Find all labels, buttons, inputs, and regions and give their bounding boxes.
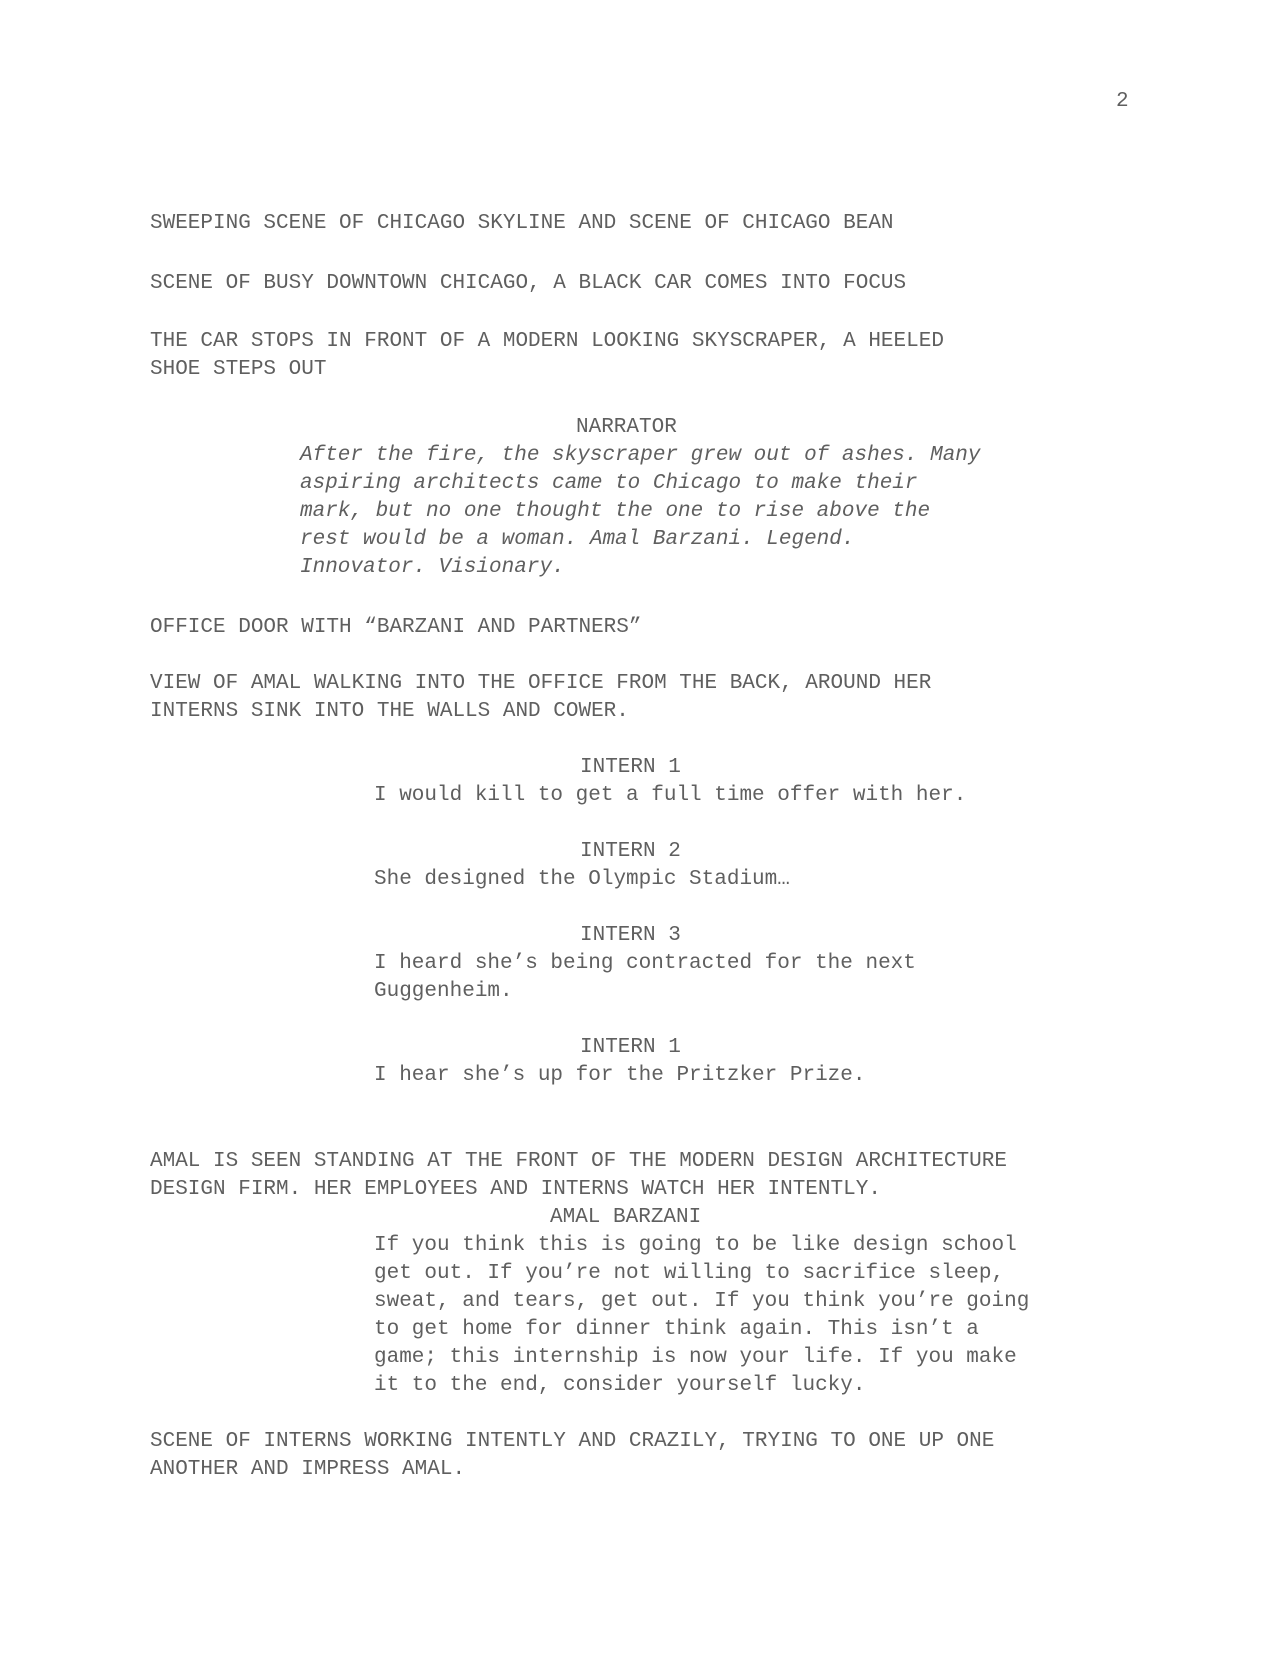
dialogue-line: I hear she’s up for the Pritzker Prize. bbox=[374, 1064, 866, 1087]
action-line: DESIGN FIRM. HER EMPLOYEES AND INTERNS WATCH HER INTENTLY. bbox=[150, 1178, 881, 1201]
character-name: NARRATOR bbox=[576, 416, 677, 439]
voiceover-line: Innovator. Visionary. bbox=[300, 556, 565, 579]
action-line: SWEEPING SCENE OF CHICAGO SKYLINE AND SCENE OF CHICAGO BEAN bbox=[150, 212, 894, 235]
dialogue-line: game; this internship is now your life. If you make bbox=[374, 1346, 1017, 1369]
action-line: AMAL IS SEEN STANDING AT THE FRONT OF THE MODERN DESIGN ARCHITECTURE bbox=[150, 1150, 1007, 1173]
dialogue-line: Guggenheim. bbox=[374, 980, 513, 1003]
action-line: SHOE STEPS OUT bbox=[150, 358, 327, 381]
dialogue-line: She designed the Olympic Stadium… bbox=[374, 868, 790, 891]
character-name: AMAL BARZANI bbox=[550, 1206, 702, 1229]
voiceover-line: mark, but no one thought the one to rise above the bbox=[300, 500, 931, 523]
dialogue-line: If you think this is going to be like design school bbox=[374, 1234, 1017, 1257]
dialogue-line: sweat, and tears, get out. If you think you’re going bbox=[374, 1290, 1030, 1313]
character-name: INTERN 2 bbox=[580, 840, 681, 863]
character-name: INTERN 1 bbox=[580, 1036, 681, 1059]
action-line: SCENE OF BUSY DOWNTOWN CHICAGO, A BLACK CAR COMES INTO FOCUS bbox=[150, 272, 907, 295]
action-line: VIEW OF AMAL WALKING INTO THE OFFICE FROM THE BACK, AROUND HER bbox=[150, 672, 932, 695]
action-line: OFFICE DOOR WITH “BARZANI AND PARTNERS” bbox=[150, 616, 642, 639]
character-name: INTERN 1 bbox=[580, 756, 681, 779]
voiceover-line: After the fire, the skyscraper grew out of ashes. Many bbox=[300, 444, 981, 467]
dialogue-line: I heard she’s being contracted for the next bbox=[374, 952, 916, 975]
character-name: INTERN 3 bbox=[580, 924, 681, 947]
page-number: 2 bbox=[1116, 90, 1129, 113]
dialogue-line: to get home for dinner think again. This isn’t a bbox=[374, 1318, 979, 1341]
dialogue-line: get out. If you’re not willing to sacrifice sleep, bbox=[374, 1262, 1005, 1285]
action-line: SCENE OF INTERNS WORKING INTENTLY AND CRAZILY, TRYING TO ONE UP ONE bbox=[150, 1430, 995, 1453]
dialogue-line: I would kill to get a full time offer with her. bbox=[374, 784, 967, 807]
voiceover-line: aspiring architects came to Chicago to make their bbox=[300, 472, 918, 495]
action-line: ANOTHER AND IMPRESS AMAL. bbox=[150, 1458, 466, 1481]
action-line: THE CAR STOPS IN FRONT OF A MODERN LOOKING SKYSCRAPER, A HEELED bbox=[150, 330, 944, 353]
dialogue-line: it to the end, consider yourself lucky. bbox=[374, 1374, 866, 1397]
voiceover-line: rest would be a woman. Amal Barzani. Legend. bbox=[300, 528, 855, 551]
action-line: INTERNS SINK INTO THE WALLS AND COWER. bbox=[150, 700, 629, 723]
